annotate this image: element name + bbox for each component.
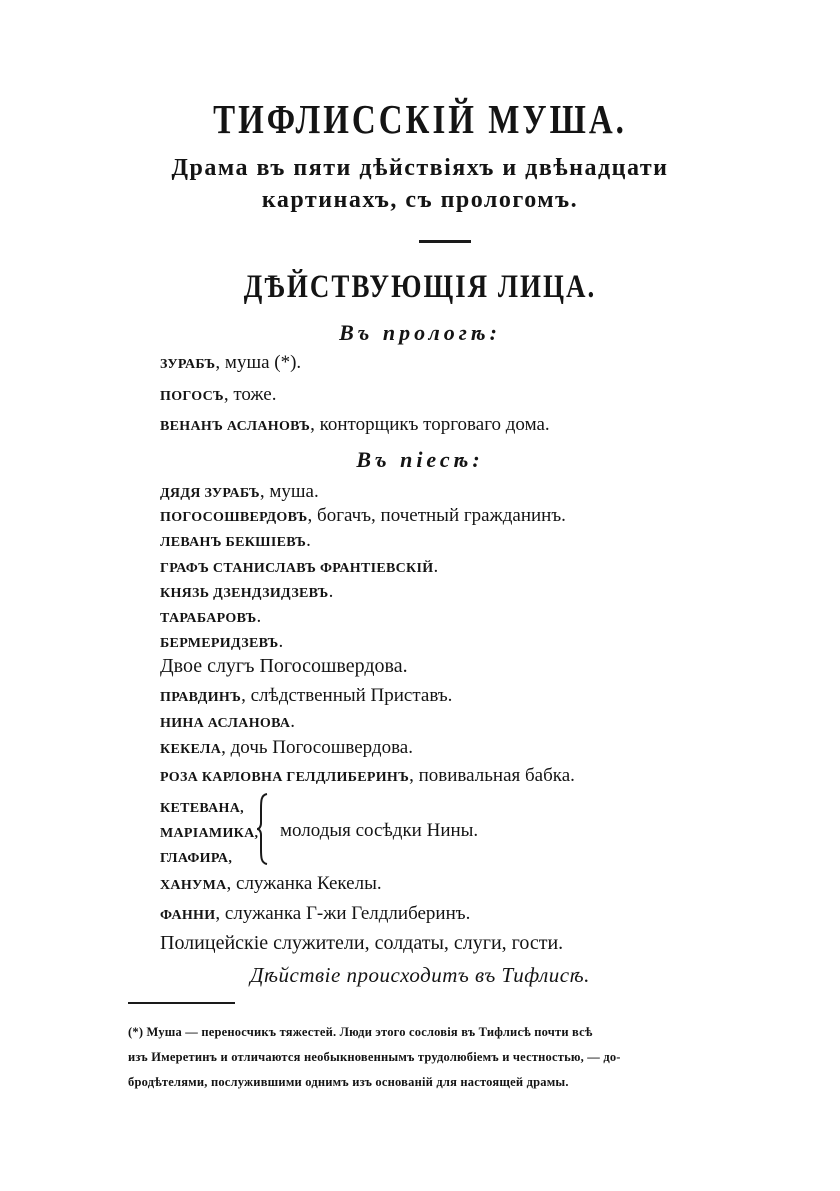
cast-entry	[160, 932, 563, 955]
cast-desc: , дочь Погосошвердова.	[221, 737, 413, 758]
cast-desc: , служанка Г-жи Гелдлиберинъ.	[215, 903, 471, 924]
footnote-line-2: изъ Имеретинъ и отличаются необыкновеннымъ трудолюбіемъ и честностью, — до-	[128, 1050, 621, 1064]
cast-entry	[160, 737, 413, 759]
cast-entry	[160, 903, 470, 925]
title-divider	[419, 240, 471, 243]
group-name: ГЛАФИРА,	[160, 851, 233, 866]
cast-entry	[160, 581, 333, 603]
cast-desc: Двое слугъ Погосошвердова.	[160, 655, 408, 677]
cast-name: ПОГОСЪ	[160, 389, 224, 404]
cast-name: ЛЕВАНЪ БЕКШІЕВЪ	[160, 535, 307, 550]
cast-desc: .	[306, 530, 311, 551]
group-name: КЕТЕВАНА,	[160, 801, 244, 816]
cast-entry	[160, 711, 295, 733]
cast-entry	[160, 530, 311, 552]
group-description: молодыя сосѣдки Нины.	[280, 820, 479, 841]
cast-desc: , служанка Кекелы.	[226, 873, 382, 894]
cast-desc: , муша.	[259, 481, 319, 502]
play-title: ТИФЛИССКІЙ МУША.	[213, 98, 627, 143]
cast-desc: .	[290, 711, 295, 732]
cast-name: РОЗА КАРЛОВНА ГЕЛДЛИБЕРИНЪ	[160, 770, 410, 785]
cast-name: НИНА АСЛАНОВА	[160, 716, 291, 731]
cast-entry	[160, 873, 382, 895]
cast-entry	[160, 606, 261, 628]
cast-name: ФАННИ	[160, 908, 216, 923]
cast-desc: .	[256, 606, 262, 627]
cast-entry	[160, 505, 566, 527]
cast-desc: , тоже.	[223, 384, 277, 405]
cast-name: БЕРМЕРИДЗЕВЪ	[160, 636, 279, 651]
subtitle-line-1: Драма въ пяти дѣйствіяхъ и двѣнадцати	[171, 155, 669, 181]
cast-desc: , муша (*).	[215, 352, 302, 373]
cast-desc: , слѣдственный Приставъ.	[241, 685, 453, 706]
cast-desc: , конторщикъ торговаго дома.	[310, 414, 550, 435]
curly-brace-icon	[256, 793, 270, 865]
subtitle-line-2: картинахъ, съ прологомъ.	[261, 187, 579, 213]
cast-entry	[160, 631, 283, 653]
cast-desc: , повивальная бабка.	[409, 765, 575, 786]
cast-entry	[160, 655, 408, 678]
cast-entry	[160, 481, 319, 503]
cast-name: ДЯДЯ ЗУРАБЪ	[160, 486, 260, 501]
cast-name: ГРАФЪ СТАНИСЛАВЪ ФРАНТІЕВСКІЙ	[160, 561, 434, 576]
cast-name: КНЯЗЬ ДЗЕНДЗИДЗЕВЪ	[160, 586, 329, 601]
cast-name: ПРАВДИНЪ	[160, 690, 242, 705]
cast-name: КЕКЕЛА	[160, 742, 222, 757]
prologue-label: Въ прологѣ:	[339, 320, 501, 345]
cast-desc: Полицейскіе служители, солдаты, слуги, гости.	[160, 932, 564, 954]
cast-name: ХАНУМА	[160, 878, 227, 893]
cast-name: ВЕНАНЪ АСЛАНОВЪ	[160, 419, 311, 434]
play-label: Въ піесѣ:	[356, 447, 484, 472]
cast-desc: .	[328, 581, 334, 602]
cast-entry	[160, 352, 301, 374]
cast-name: ТАРАБАРОВЪ	[160, 611, 257, 626]
footnote-divider	[128, 1002, 235, 1004]
cast-name: ЗУРАБЪ	[160, 357, 216, 372]
group-name: МАРІАМИКА,	[160, 826, 259, 841]
cast-entry	[160, 384, 276, 406]
cast-heading: ДѢЙСТВУЮЩІЯ ЛИЦА.	[243, 268, 597, 304]
cast-desc: .	[278, 631, 284, 652]
cast-entry	[160, 685, 452, 707]
cast-desc: , богачъ, почетный гражданинъ.	[307, 505, 566, 526]
setting-note: Дѣйствіе происходитъ въ Тифлисѣ.	[250, 963, 590, 987]
footnote-line-3: бродѣтелями, послужившими однимъ изъ основаній для настоящей драмы.	[128, 1075, 569, 1089]
cast-entry	[160, 414, 550, 436]
cast-name: ПОГОСОШВЕРДОВЪ	[160, 510, 308, 525]
cast-desc: .	[433, 556, 439, 577]
footnote-line-1: (*) Муша — переносчикъ тяжестей. Люди этого сословія въ Тифлисѣ почти всѣ	[128, 1025, 593, 1039]
cast-entry	[160, 556, 438, 578]
cast-entry	[160, 765, 575, 787]
